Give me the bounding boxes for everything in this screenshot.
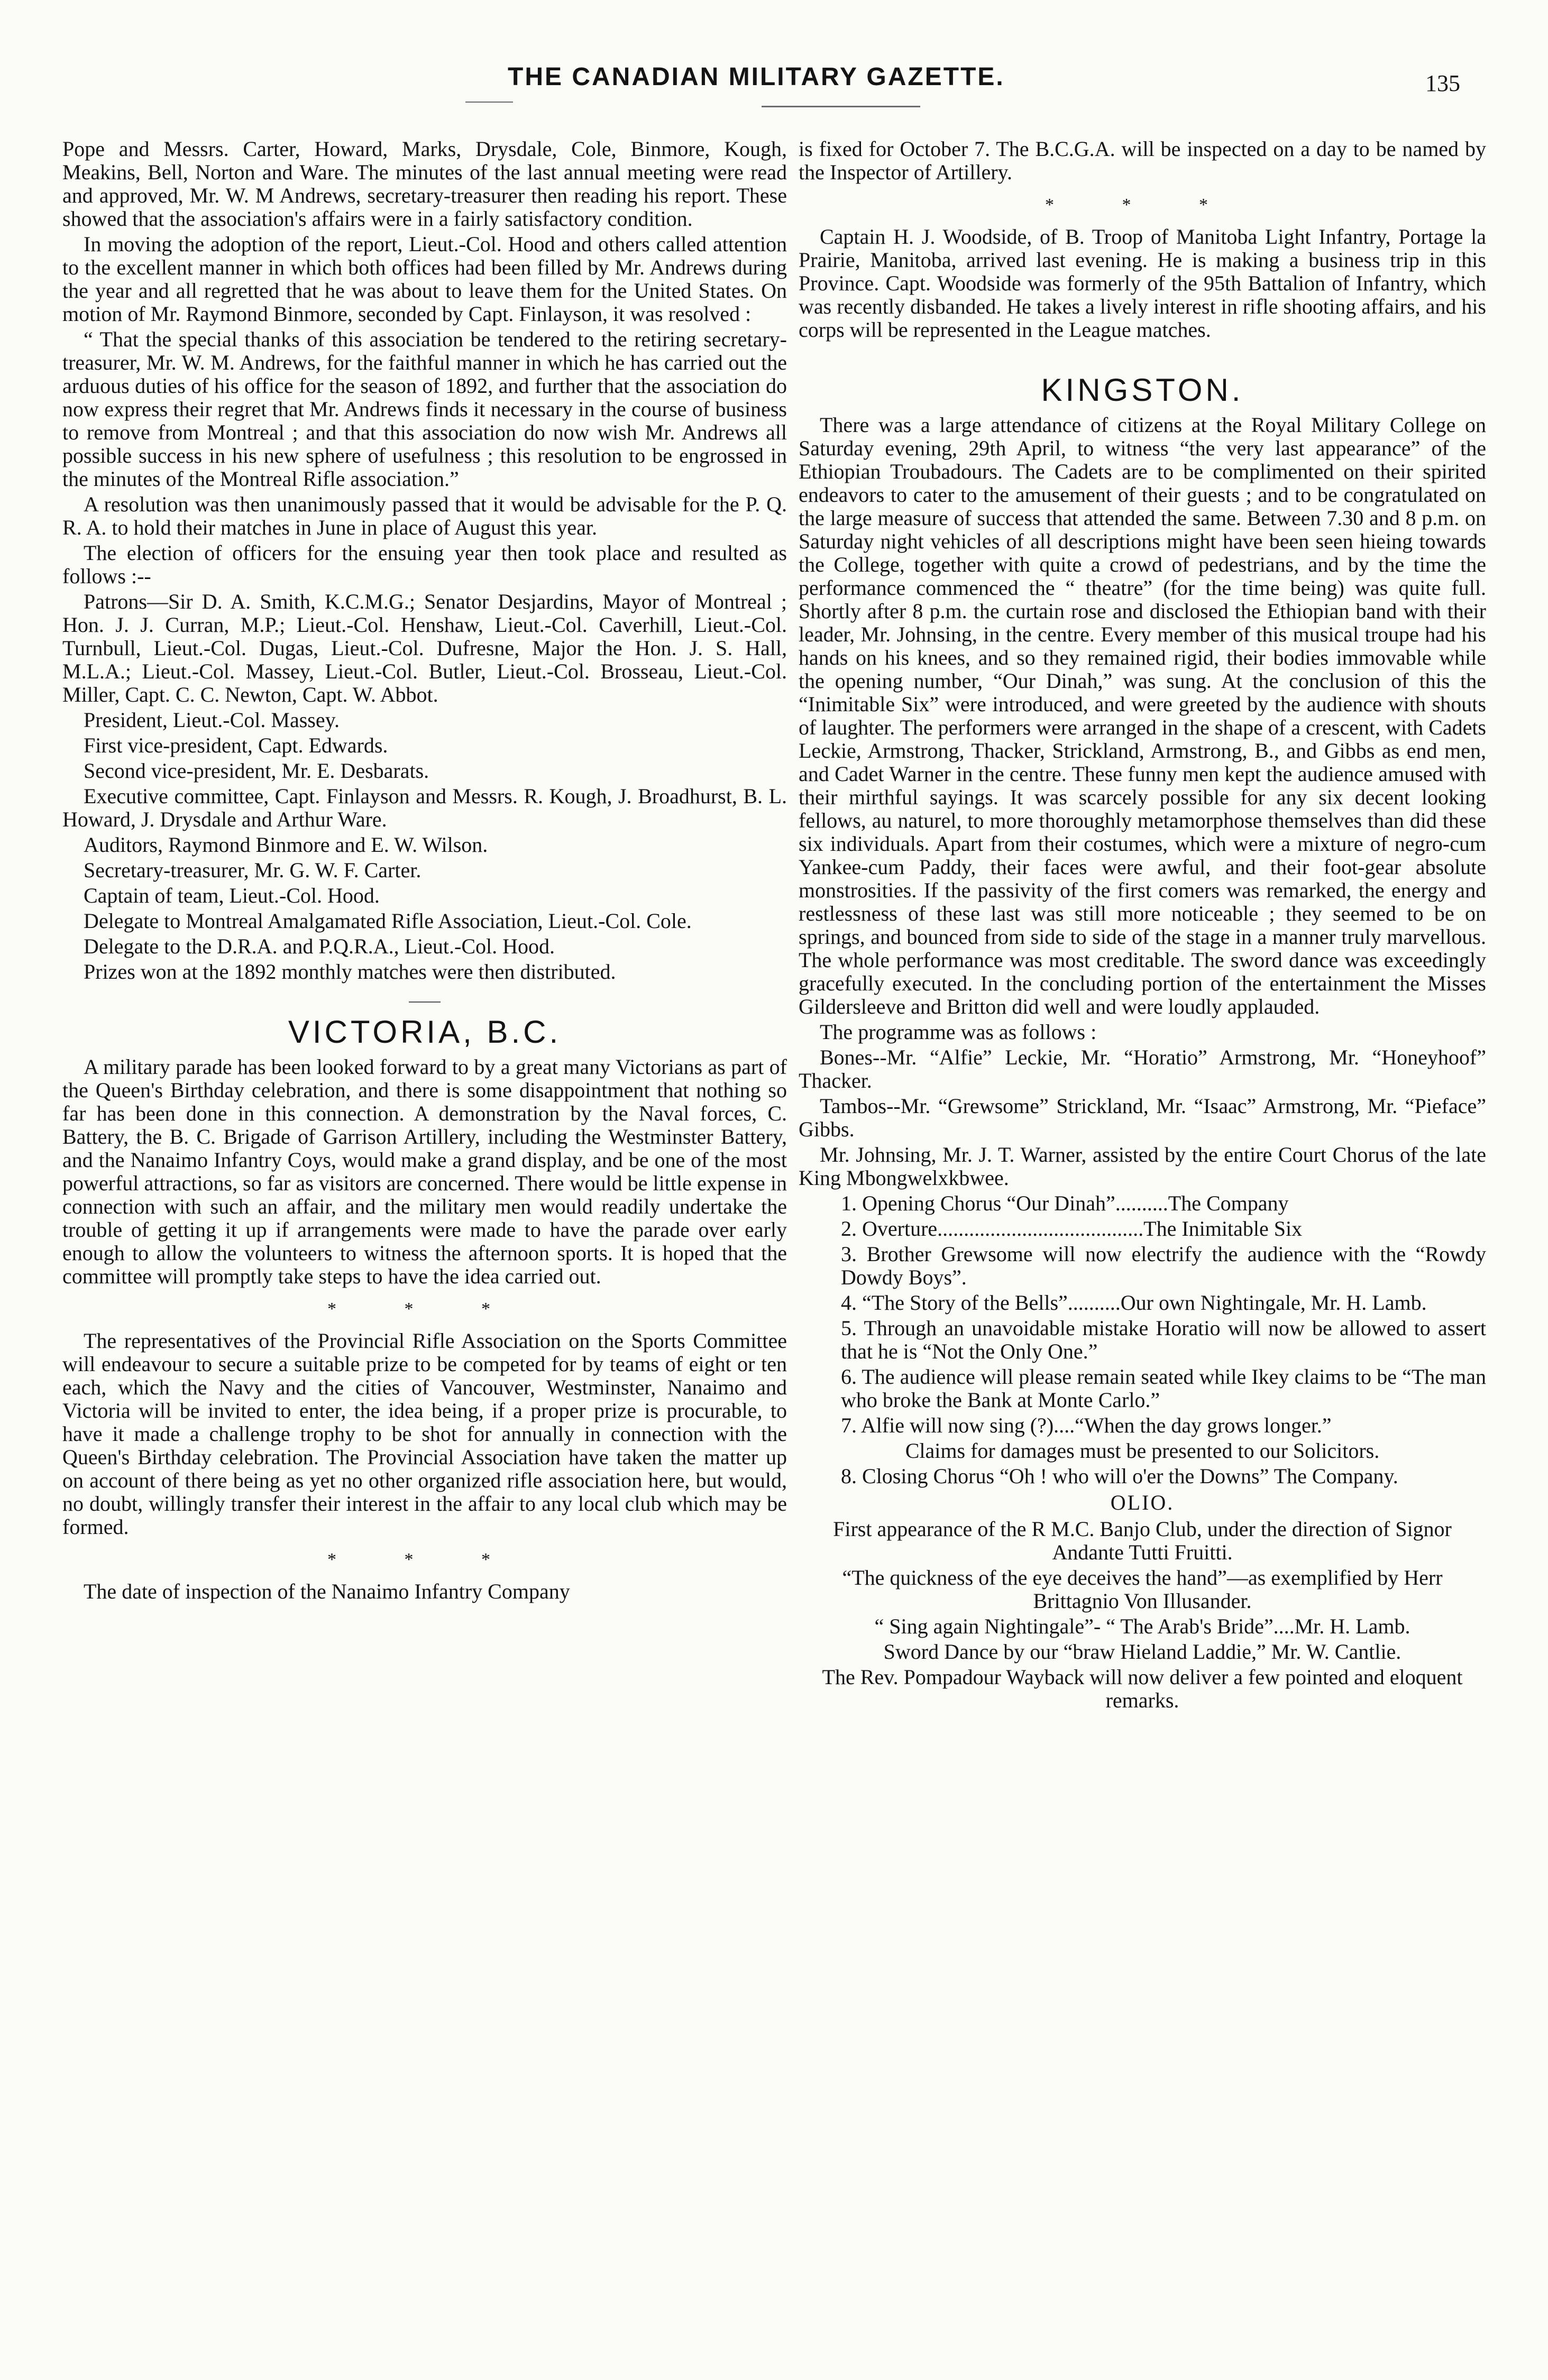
header-rule-left (465, 102, 513, 103)
patrons-list: Patrons—Sir D. A. Smith, K.C.M.G.; Senator Desjardins, Mayor of Montreal ; Hon. J. J. Curran, M.P.; Lieut.-Col. Henshaw, Lieut.-Col. Caverhill, Lieut.-Col. Turnbull, Lieut.-Col. Dugas, Lieut.-Col. Dufresne, Major the Hon. J. S. Hall, M.L.A.; Lieut.-Col. Massey, Lieut.-Col. Butler, Lieut.-Col. Brosseau, Lieut.-Col. Miller, Capt. C. C. Newton, Capt. W. Abbot. (62, 590, 787, 706)
paragraph: A resolution was then unanimously passed that it would be advisable for the P. Q. R. A. to hold their matches in June in place of August this year. (62, 492, 787, 539)
programme-item: 8. Closing Chorus “Oh ! who will o'er the Downs” The Company. (841, 1464, 1398, 1488)
programme-item: 2. Overture.......................................The Inimitable Six (841, 1217, 1303, 1240)
running-title: THE CANADIAN MILITARY GAZETTE. (508, 63, 1005, 91)
paragraph: In moving the adoption of the report, Lieut.-Col. Hood and others called attention to the excellent manner in which both offices had been filled by Mr. Andrews during the year and all regretted that he was about to leave them for the United States. On motion of Mr. Raymond Binmore, seconded by Capt. Finlayson, it was resolved : (62, 232, 787, 326)
officer-entry: Delegate to Montreal Amalgamated Rifle Association, Lieut.-Col. Cole. (84, 909, 692, 933)
section-divider (409, 1001, 441, 1003)
paragraph: Pope and Messrs. Carter, Howard, Marks, Drysdale, Cole, Binmore, Kough, Meakins, Bell, Norton and Ware. The minutes of the last annual meeting were read and approved, Mr. W. M Andrews, secretary-treasurer then reading his report. These showed that the association's affairs were in a fairly satisfactory condition. (62, 137, 787, 231)
paragraph: The programme was as follows : (820, 1020, 1097, 1044)
paragraph: The date of inspection of the Nanaimo Infantry Company (84, 1579, 570, 1603)
programme-item: 5. Through an unavoidable mistake Horatio will now be allowed to assert that he is “Not the Only One.” (841, 1316, 1486, 1363)
officer-entry: President, Lieut.-Col. Massey. (84, 708, 340, 732)
claims-note: Claims for damages must be presented to our Solicitors. (905, 1439, 1380, 1463)
paragraph: Prizes won at the 1892 monthly matches were then distributed. (84, 960, 616, 984)
asterism: * * * (327, 1299, 522, 1319)
resolution-quote: “ That the special thanks of this association be tendered to the retiring secretary-treasurer, Mr. W. M. Andrews, for the faithful manner in which he has carried out the arduous duties of his office for the season of 1892, and further that the association do now express their regret that Mr. Andrews finds it necessary in the course of business to remove from Montreal ; and that this association do now wish Mr. Andrews all possible success in his new sphere of usefulness ; this resolution to be engrossed in the minutes of the Montreal Rifle association.” (62, 327, 787, 491)
officer-entry: Auditors, Raymond Binmore and E. W. Wilson. (84, 833, 488, 857)
paragraph: The representatives of the Provincial Rifle Association on the Sports Committee will endeavour to secure a suitable prize to be competed for by teams of eight or ten each, which the Navy and the cities of Vancouver, Westminster, Nanaimo and Victoria will be invited to enter, the idea being, if a proper prize is procurable, to have it made a challenge trophy to be shot for annually in connection with the Queen's Birthday celebration. The Provincial Association have taken the matter up on account of there being as yet no other organized rifle association here, but would, no doubt, willingly transfer their interest in the affair to any local club which may be formed. (62, 1329, 787, 1539)
cast-entry: Mr. Johnsing, Mr. J. T. Warner, assisted by the entire Court Chorus of the late King Mbongwelxkbwee. (799, 1143, 1486, 1190)
olio-item: “ Sing again Nightingale”- “ The Arab's Bride”....Mr. H. Lamb. (874, 1614, 1410, 1638)
left-column (62, 137, 787, 1605)
asterism: * * * (1045, 195, 1240, 215)
section-heading-victoria: VICTORIA, B.C. (288, 1014, 562, 1050)
programme-item: 4. “The Story of the Bells”..........Our own Nightingale, Mr. H. Lamb. (841, 1291, 1427, 1315)
section-heading-kingston: KINGSTON. (1041, 372, 1244, 408)
right-column (799, 137, 1486, 1714)
officer-entry: Captain of team, Lieut.-Col. Hood. (84, 884, 380, 907)
olio-item: The Rev. Pompadour Wayback will now deliver a few pointed and eloquent remarks. (822, 1665, 1463, 1712)
programme-item: 7. Alfie will now sing (?)....“When the day grows longer.” (841, 1413, 1332, 1437)
officer-entry: First vice-president, Capt. Edwards. (84, 733, 388, 757)
paragraph: The election of officers for the ensuing year then took place and resulted as follows :-- (62, 541, 787, 588)
header-rule-right (762, 106, 920, 107)
olio-heading: OLIO. (1110, 1491, 1175, 1514)
cast-entry: Tambos--Mr. “Grewsome” Strickland, Mr. “Isaac” Armstrong, Mr. “Pieface” Gibbs. (799, 1094, 1486, 1141)
officer-entry: Delegate to the D.R.A. and P.Q.R.A., Lieut.-Col. Hood. (84, 934, 555, 958)
olio-item: First appearance of the R M.C. Banjo Club, under the direction of Signor Andante Tutti Fruitti. (833, 1517, 1452, 1564)
cast-entry: Bones--Mr. “Alfie” Leckie, Mr. “Horatio” Armstrong, Mr. “Honeyhoof” Thacker. (799, 1045, 1486, 1092)
olio-item: “The quickness of the eye deceives the hand”—as exemplified by Herr Brittagnio Von Illusander. (842, 1566, 1443, 1613)
olio-item: Sword Dance by our “braw Hieland Laddie,” Mr. W. Cantlie. (883, 1640, 1402, 1664)
programme-item: 1. Opening Chorus “Our Dinah”..........The Company (841, 1191, 1289, 1215)
paragraph: Captain H. J. Woodside, of B. Troop of Manitoba Light Infantry, Portage la Prairie, Manitoba, arrived last evening. He is making a business trip in this Province. Capt. Woodside was formerly of the 95th Battalion of Infantry, which was recently disbanded. He takes a lively interest in rifle shooting affairs, and his corps will be represented in the League matches. (799, 225, 1486, 342)
paragraph: is fixed for October 7. The B.C.G.A. will be inspected on a day to be named by the Inspector of Artillery. (799, 137, 1486, 184)
paragraph: A military parade has been looked forward to by a great many Victorians as part of the Queen's Birthday celebration, and there is some disappointment that nothing so far has been done in this connection. A demonstration by the Naval forces, C. Battery, the B. C. Brigade of Garrison Artillery, including the Westminster Battery, and the Nanaimo Infantry Coys, would make a grand display, and be one of the most powerful attractions, so far as visitors are concerned. There would be little expense in connection with such an affair, and the military men would readily undertake the trouble of getting it up if arrangements were made to have the parade over early enough to allow the volunteers to witness the afternoon sports. It is hoped that the committee will promptly take steps to have the idea carried out. (62, 1055, 787, 1288)
page-header (0, 62, 1548, 105)
programme-item: 3. Brother Grewsome will now electrify the audience with the “Rowdy Dowdy Boys”. (841, 1242, 1486, 1289)
officer-entry: Second vice-president, Mr. E. Desbarats. (84, 759, 429, 783)
officer-entry: Secretary-treasurer, Mr. G. W. F. Carter. (84, 858, 422, 882)
programme-item: 6. The audience will please remain seated while Ikey claims to be “The man who broke the Bank at Monte Carlo.” (841, 1365, 1486, 1412)
asterism: * * * (327, 1550, 522, 1569)
paragraph: There was a large attendance of citizens at the Royal Military College on Saturday evening, 29th April, to witness “the very last appearance” of the Ethiopian Troubadours. The Cadets are to be complimented on their spirited endeavors to cater to the amusement of their guests ; and to be congratulated on the large measure of success that attended the same. Between 7.30 and 8 p.m. on Saturday night vehicles of all descriptions might have been seen hieing towards the College, together with quite a crowd of pedestrians, and by the time the performance commenced the “ theatre” (for the time being) was quite full. Shortly after 8 p.m. the curtain rose and disclosed the Ethiopian band with their leader, Mr. Johnsing, in the centre. Every member of this musical troupe had his hands on his knees, and so they remained rigid, their bodies immovable while the opening number, “Our Dinah,” was sung. At the conclusion of this the “Inimitable Six” were introduced, and were greeted by the audience with shouts of laughter. The performers were arranged in the shape of a crescent, with Cadets Leckie, Armstrong, Thacker, Strickland, Armstrong, B., and Gibbs as end men, and Cadet Warner in the centre. These funny men kept the audience amused with their mirthful sayings. It was scarcely possible for any six decent looking fellows, au naturel, to more thoroughly metamorphose themselves than did these six individuals. Apart from their costumes, which were a mixture of negro-cum Yankee-cum Paddy, their faces were awful, and their foot-gear absolute monstrosities. If the passivity of the first comers was remarked, the energy and restlessness of these last was still more noticeable ; they seemed to be on springs, and bounced from side to side of the stage in a manner truly marvellous. The whole performance was most creditable. The sword dance was exceedingly gracefully executed. In the concluding portion of the entertainment the Misses Gildersleeve and Britton did well and were loudly applauded. (799, 413, 1486, 1018)
officer-entry: Executive committee, Capt. Finlayson and Messrs. R. Kough, J. Broadhurst, B. L. Howard, J. Drysdale and Arthur Ware. (62, 784, 787, 831)
page-number: 135 (1425, 70, 1460, 96)
